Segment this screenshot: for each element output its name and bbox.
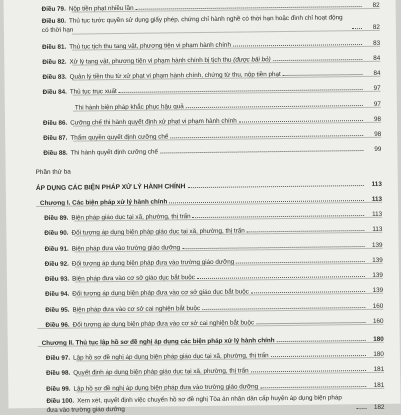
article-number: Điều 88. — [43, 149, 68, 158]
article-title: Biện pháp giáo dục tại xã, phường, thị trấn — [71, 213, 191, 222]
article-title: Biện pháp đưa vào trường giáo dưỡng — [71, 243, 181, 253]
toc-list — [34, 0, 385, 415]
article-number: Điều 82. — [42, 58, 67, 66]
page-number: 98 — [374, 130, 382, 138]
leader-dots — [352, 28, 362, 29]
article-number: Điều 79. — [41, 5, 66, 14]
article-number: Điều 81. — [42, 43, 67, 51]
article-title: Quản lý tiền thu từ xử phạt vi phạm hành chính, chứng từ thu, nộp tiền phạt — [69, 71, 281, 81]
page-number: 97 — [373, 100, 381, 108]
article-number: Điều 97. — [45, 354, 71, 362]
page-number: 113 — [371, 180, 382, 188]
article-number: Điều 94. — [45, 290, 70, 299]
article-number: Điều 99. — [46, 385, 71, 393]
page-number: 139 — [371, 241, 383, 249]
page-number: 83 — [373, 39, 381, 47]
article-title: Lập hồ sơ đề nghị áp dụng biện pháp giáo dục tại xã, phường, thị trấn — [73, 352, 269, 362]
article-title: Đối tượng áp dụng biện pháp đưa vào trường giáo dưỡng — [71, 258, 235, 268]
article-number: Điều 100. — [46, 397, 75, 405]
page-number: 181 — [373, 366, 385, 374]
article-title: Cưỡng chế thi hành quyết định xử phạt vi phạm hành chính — [70, 117, 237, 127]
article-title: Thủ tục trục xuất — [69, 88, 117, 96]
toc-entry-100[interactable] — [38, 388, 384, 414]
article-number: Điều 89. — [44, 214, 69, 222]
page-number: 180 — [373, 335, 384, 343]
part-title: ÁP DỤNG CÁC BIỆN PHÁP XỬ LÝ HÀNH CHÍNH — [35, 182, 186, 192]
article-title: Thi hành biện pháp khắc phục hậu quả — [74, 102, 184, 112]
page-number: 139 — [372, 271, 383, 279]
toc-page — [4, 0, 401, 414]
chapter-title: Chương I. Các biện pháp xử lý hành chính — [39, 198, 168, 207]
article-title: Đối tượng áp dụng biện pháp giáo dục tại xã, phường, thị trấn — [71, 227, 245, 237]
article-title: Đối tượng áp dụng biện pháp đưa vào cơ sở giáo dục bắt buộc — [72, 288, 249, 298]
page-number: 113 — [371, 195, 383, 203]
article-number: Điều 90. — [44, 229, 69, 238]
article-number: Điều 86. — [42, 119, 68, 127]
article-number: Điều 84. — [42, 88, 67, 97]
article-title: Nộp tiền phạt nhiều lần — [68, 5, 134, 13]
part-label-text: Phần thứ ba — [35, 168, 71, 177]
page-number: 82 — [372, 2, 380, 10]
article-number: Điều 91. — [44, 245, 69, 253]
article-number: Điều 87. — [43, 134, 68, 142]
page-number: 181 — [373, 381, 385, 389]
article-title: Thủ tục tước quyền sử dụng giấy phép, chứng chỉ hành nghề có thời hạn hoặc đình chỉ hoạt động có thời hạn — [41, 14, 343, 35]
article-number: Điều 92. — [44, 260, 69, 268]
article-number: Điều 80. — [41, 17, 66, 26]
leader-dots — [160, 150, 363, 153]
article-number: Điều 83. — [42, 73, 67, 81]
page-number: 139 — [372, 287, 384, 295]
article-title: Thi hành quyết định cưỡng chế — [70, 148, 159, 157]
article-number: Điều 93. — [44, 275, 70, 283]
leader-dots — [357, 408, 367, 409]
article-title: Biện pháp đưa vào cơ sở cai nghiện bắt buộc — [72, 304, 201, 314]
page-number: 182 — [373, 403, 385, 411]
article-title: Quyết định áp dụng biện pháp giáo dục tại xã, phường, thị trấn — [73, 367, 249, 377]
page-number: 97 — [373, 85, 381, 93]
article-title: Thủ tục tịch thu tang vật, phương tiện vi phạm hành chính — [69, 41, 231, 51]
article-number: Điều 96. — [45, 321, 70, 329]
page-number: 99 — [374, 146, 382, 154]
page-number: 84 — [373, 69, 381, 77]
article-title: Xem xét, quyết định việc chuyển hồ sơ đề nghị Tòa án nhân dân cấp huyện áp dụng biện pháp đưa vào trường giáo dưỡng — [46, 393, 342, 414]
article-number: Điều 98. — [46, 369, 71, 378]
article-title: Lập hồ sơ đề nghị áp dụng biện pháp đưa vào trường giáo dưỡng — [73, 382, 259, 393]
page-number: 160 — [372, 302, 384, 310]
article-title: Thẩm quyền quyết định cưỡng chế — [70, 133, 169, 142]
page-number: 113 — [372, 210, 383, 218]
article-title: Đối tượng áp dụng biện pháp đưa vào cơ sở cai nghiện bắt buộc — [72, 319, 255, 329]
page-number: 160 — [372, 317, 384, 325]
page-number: 180 — [373, 350, 384, 358]
page-number: 82 — [372, 24, 380, 32]
page-number: 84 — [373, 54, 381, 62]
page-number: 113 — [372, 226, 383, 234]
repealed-note: (được bãi bỏ) — [233, 55, 271, 64]
article-title: Biện pháp đưa vào cơ sở giáo dục bắt buộc — [72, 274, 195, 283]
chapter-title: Chương II. Thủ tục lập hồ sơ đề nghị áp dụng các biện pháp xử lý hành chính — [41, 336, 275, 347]
page-number: 139 — [372, 256, 383, 264]
article-title: Xử lý tang vật, phương tiện vi phạm hành chính bị tịch thu — [69, 56, 234, 66]
article-number: Điều 95. — [45, 306, 70, 314]
page-number: 98 — [373, 115, 382, 123]
